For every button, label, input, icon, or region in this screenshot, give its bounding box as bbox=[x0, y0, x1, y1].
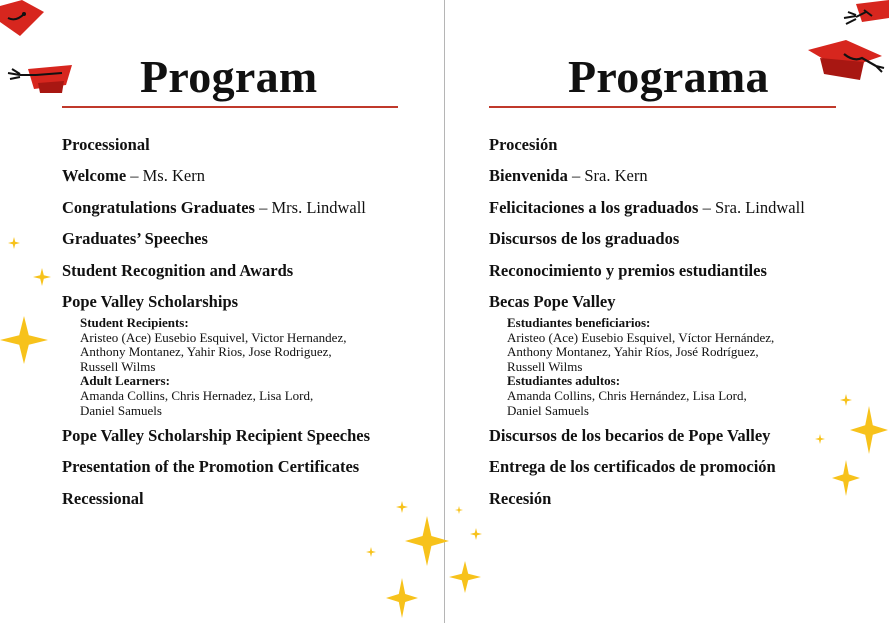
sparkle-star-icon bbox=[366, 546, 376, 558]
recipients-line: Aristeo (Ace) Eusebio Esquivel, Víctor Hernández, bbox=[507, 329, 775, 345]
recipients-line: Russell Wilms bbox=[507, 358, 583, 374]
program-item: Processional bbox=[62, 135, 150, 154]
program-item: Discursos de los becarios de Pope Valley bbox=[489, 426, 771, 445]
sparkle-star-icon bbox=[8, 237, 20, 249]
recipients-line: Anthony Montanez, Yahir Ríos, José Rodríguez, bbox=[507, 344, 759, 360]
sparkle-star-icon bbox=[33, 268, 51, 286]
program-item: Becas Pope Valley bbox=[489, 292, 616, 311]
sparkle-star-icon bbox=[832, 460, 860, 496]
sparkle-star-icon bbox=[449, 560, 481, 594]
adult-learners-line: Amanda Collins, Chris Hernández, Lisa Lord, bbox=[507, 387, 747, 403]
recipients-heading: Student Recipients: bbox=[80, 315, 189, 330]
program-item: Pope Valley Scholarship Recipient Speeches bbox=[62, 426, 371, 445]
program-item: Reconocimiento y premios estudiantiles bbox=[489, 261, 767, 280]
scholarship-recipients bbox=[80, 316, 390, 418]
program-item: Recessional bbox=[62, 489, 144, 508]
program-item: Graduates’ Speeches bbox=[62, 229, 208, 248]
sparkle-star-icon bbox=[0, 316, 48, 364]
program-item: Congratulations Graduates – Mrs. Lindwall bbox=[62, 198, 366, 217]
sparkle-star-icon bbox=[455, 506, 463, 514]
program-item: Felicitaciones a los graduados – Sra. Lindwall bbox=[489, 198, 805, 217]
program-item: Recesión bbox=[489, 489, 552, 508]
graduation-cap-icon bbox=[806, 38, 886, 86]
adult-learners-line: Daniel Samuels bbox=[507, 402, 589, 418]
recipients-line: Aristeo (Ace) Eusebio Esquivel, Victor Hernandez, bbox=[80, 329, 347, 345]
adult-learners-line: Daniel Samuels bbox=[80, 402, 162, 418]
adult-learners-heading: Estudiantes adultos: bbox=[507, 373, 621, 389]
sparkle-star-icon bbox=[470, 527, 482, 541]
recipients-line: Russell Wilms bbox=[80, 358, 156, 374]
title-rule bbox=[62, 106, 398, 108]
title-rule bbox=[489, 106, 836, 108]
program-item: Procesión bbox=[489, 135, 558, 154]
graduation-cap-icon bbox=[842, 0, 889, 32]
sparkle-star-icon bbox=[396, 501, 408, 513]
recipients-line: Anthony Montanez, Yahir Rios, Jose Rodriguez, bbox=[80, 344, 332, 360]
program-item: Presentation of the Promotion Certificates bbox=[62, 457, 360, 476]
adult-learners-heading: Adult Learners: bbox=[80, 373, 170, 389]
graduation-cap-icon bbox=[0, 0, 48, 40]
sparkle-star-icon bbox=[405, 516, 449, 566]
program-english bbox=[62, 0, 402, 623]
program-item: Student Recognition and Awards bbox=[62, 261, 294, 280]
graduation-cap-icon bbox=[6, 63, 76, 97]
sparkle-star-icon bbox=[386, 578, 418, 618]
scholarship-recipients bbox=[507, 316, 817, 418]
program-item: Discursos de los graduados bbox=[489, 229, 680, 248]
program-item: Entrega de los certificados de promoción bbox=[489, 457, 776, 476]
sparkle-star-icon bbox=[840, 393, 852, 407]
program-item: Bienvenida – Sra. Kern bbox=[489, 166, 648, 185]
program-spanish bbox=[489, 0, 839, 623]
sparkle-star-icon bbox=[850, 406, 888, 454]
page-title: Programa bbox=[568, 51, 769, 102]
page-title: Program bbox=[140, 51, 318, 102]
adult-learners-line: Amanda Collins, Chris Hernadez, Lisa Lord, bbox=[80, 387, 314, 403]
sparkle-star-icon bbox=[815, 434, 825, 444]
recipients-heading: Estudiantes beneficiarios: bbox=[507, 315, 651, 330]
program-item: Welcome – Ms. Kern bbox=[62, 166, 205, 185]
program-item: Pope Valley Scholarships bbox=[62, 292, 239, 311]
